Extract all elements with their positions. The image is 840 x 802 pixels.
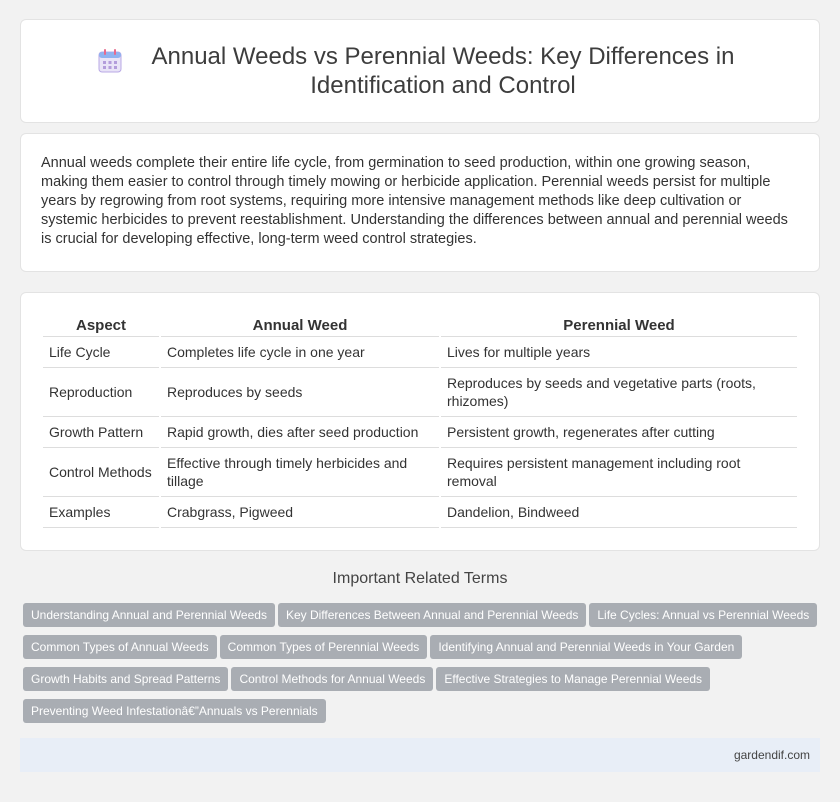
related-term-tag[interactable]: Key Differences Between Annual and Perennial Weeds [278, 603, 586, 627]
column-header-aspect: Aspect [43, 313, 159, 337]
table-cell: Crabgrass, Pigweed [161, 497, 439, 528]
table-cell: Completes life cycle in one year [161, 337, 439, 368]
table-row [43, 368, 797, 417]
table-row [43, 337, 797, 368]
related-term-tag[interactable]: Life Cycles: Annual vs Perennial Weeds [589, 603, 817, 627]
related-term-tag[interactable]: Control Methods for Annual Weeds [231, 667, 433, 691]
related-term-tag[interactable]: Common Types of Perennial Weeds [220, 635, 428, 659]
footer [20, 738, 820, 772]
table-cell: Examples [43, 497, 159, 528]
related-terms-tags [23, 603, 823, 731]
intro-text: Annual weeds complete their entire life cycle, from germination to seed production, within one growing season, making them easier to control through timely mowing or herbicide application. Perennial weeds persist for multiple years by regrowing from root systems, requiring more intensive management methods like deep cultivation or systemic herbicides to prevent reestablishment. Understanding the differences between annual and perennial weeds is crucial for developing effective, long-term weed control strategies. [41, 155, 788, 247]
table-cell: Dandelion, Bindweed [441, 497, 797, 528]
related-term-tag[interactable]: Growth Habits and Spread Patterns [23, 667, 228, 691]
footer-site-link[interactable]: gardendif.com [733, 748, 810, 762]
table-row [43, 497, 797, 528]
table-cell: Growth Pattern [43, 417, 159, 448]
table-cell: Rapid growth, dies after seed production [161, 417, 439, 448]
table-cell: Persistent growth, regenerates after cutting [441, 417, 797, 448]
page-title: Annual Weeds vs Perennial Weeds: Key Differences in Identification and Control [151, 43, 735, 99]
table-cell: Reproduces by seeds and vegetative parts (roots, rhizomes) [441, 368, 797, 417]
related-term-tag[interactable]: Effective Strategies to Manage Perennial Weeds [436, 667, 710, 691]
related-term-tag[interactable]: Identifying Annual and Perennial Weeds in Your Garden [430, 635, 742, 659]
table-cell: Life Cycle [43, 337, 159, 368]
table-cell: Reproduction [43, 368, 159, 417]
intro-card [20, 133, 820, 272]
comparison-table [41, 313, 799, 528]
table-row [43, 448, 797, 497]
table-row [43, 417, 797, 448]
related-term-tag[interactable]: Preventing Weed Infestationâ€”Annuals vs Perennials [23, 699, 326, 723]
table-cell: Reproduces by seeds [161, 368, 439, 417]
header-card [20, 19, 820, 123]
table-cell: Effective through timely herbicides and tillage [161, 448, 439, 497]
table-header-row [43, 313, 797, 337]
column-header-perennial: Perennial Weed [441, 313, 797, 337]
related-term-tag[interactable]: Understanding Annual and Perennial Weeds [23, 603, 275, 627]
related-term-tag[interactable]: Common Types of Annual Weeds [23, 635, 217, 659]
table-cell: Requires persistent management including root removal [441, 448, 797, 497]
calendar-icon [97, 48, 123, 74]
table-cell: Lives for multiple years [441, 337, 797, 368]
comparison-table-card [20, 292, 820, 551]
table-cell: Control Methods [43, 448, 159, 497]
related-terms-title: Important Related Terms [332, 570, 508, 587]
column-header-annual: Annual Weed [161, 313, 439, 337]
